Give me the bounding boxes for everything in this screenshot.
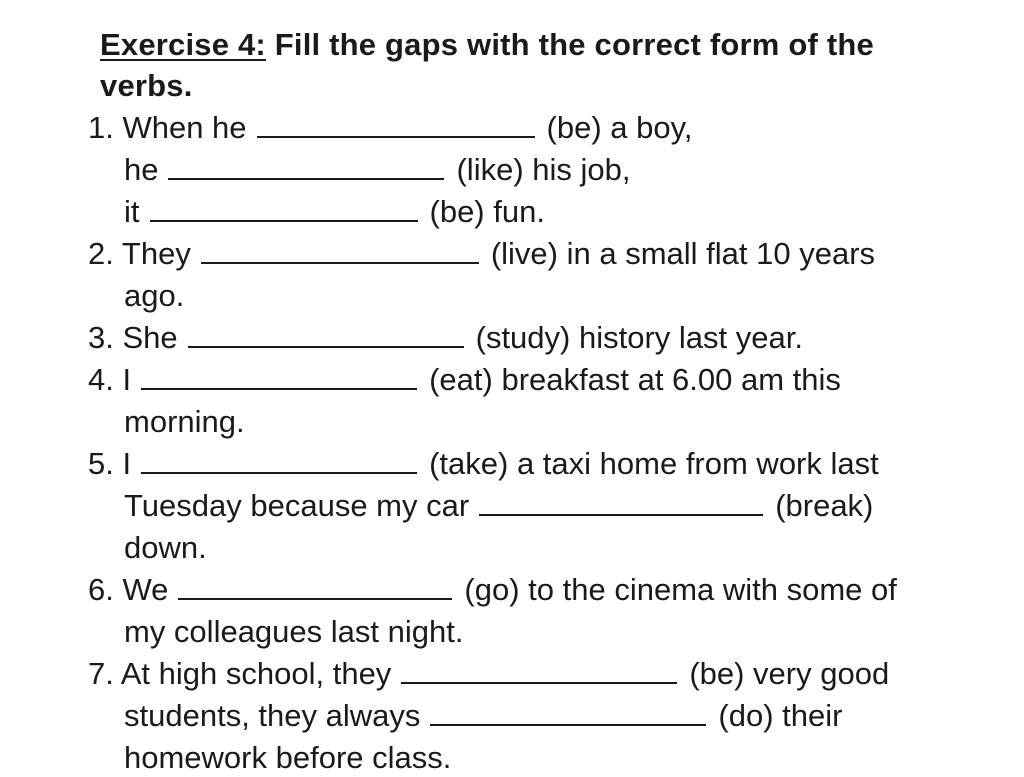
answer-blank[interactable]	[141, 447, 417, 474]
answer-blank[interactable]	[430, 699, 706, 726]
list-item-continuation	[124, 277, 184, 315]
answer-blank[interactable]	[178, 573, 452, 600]
item-text: Tuesday because my car	[124, 488, 470, 523]
item-verb-hint: (eat) breakfast at 6.00 am this	[429, 362, 841, 397]
item-text: ago.	[124, 278, 185, 313]
answer-blank[interactable]	[188, 321, 464, 348]
item-verb-hint: (like) his job,	[456, 152, 631, 187]
item-text: 3. She	[88, 320, 178, 355]
item-text: 5. I	[88, 446, 132, 481]
answer-blank[interactable]	[201, 237, 479, 264]
item-text: 1. When he	[88, 110, 247, 145]
item-text: down.	[124, 530, 207, 565]
list-item-continuation	[124, 151, 630, 189]
list-item-continuation	[124, 613, 463, 651]
item-text: homework before class.	[124, 740, 452, 775]
item-verb-hint: (study) history last year.	[475, 320, 803, 355]
item-text: students, they always	[124, 698, 421, 733]
list-item-continuation	[124, 403, 245, 441]
item-verb-hint: (break)	[775, 488, 874, 523]
item-text: 6. We	[88, 572, 169, 607]
item-text: 4. I	[88, 362, 132, 397]
item-verb-hint: (be) very good	[689, 656, 890, 691]
answer-blank[interactable]	[479, 489, 763, 516]
list-item	[88, 445, 879, 483]
item-text: it	[124, 194, 140, 229]
list-item-continuation	[124, 697, 842, 735]
list-item-continuation	[124, 529, 207, 567]
exercise-instruction: Fill the gaps with the correct form of the	[265, 27, 874, 62]
list-item	[88, 109, 692, 147]
exercise-label: Exercise 4:	[100, 27, 266, 62]
item-text: my colleagues last night.	[124, 614, 464, 649]
answer-blank[interactable]	[401, 657, 677, 684]
item-text: he	[124, 152, 159, 187]
answer-blank[interactable]	[168, 153, 444, 180]
list-item-continuation	[124, 193, 545, 231]
item-verb-hint: (be) fun.	[429, 194, 545, 229]
list-item	[88, 235, 875, 273]
list-item	[88, 361, 841, 399]
list-item	[88, 571, 897, 609]
item-verb-hint: (be) a boy,	[546, 110, 693, 145]
list-item-continuation	[124, 487, 873, 525]
list-item-continuation	[124, 739, 451, 777]
item-text: morning.	[124, 404, 245, 439]
item-text: 7. At high school, they	[88, 656, 392, 691]
item-verb-hint: (take) a taxi home from work last	[429, 446, 879, 481]
list-item	[88, 319, 803, 357]
list-item	[88, 655, 889, 693]
item-text: 2. They	[88, 236, 191, 271]
answer-blank[interactable]	[150, 195, 418, 222]
exercise-title	[100, 24, 980, 106]
answer-blank[interactable]	[257, 111, 535, 138]
item-verb-hint: (do) their	[718, 698, 843, 733]
exercise-instruction-continued: verbs.	[100, 68, 193, 103]
item-verb-hint: (live) in a small flat 10 years	[490, 236, 876, 271]
item-verb-hint: (go) to the cinema with some of	[464, 572, 897, 607]
answer-blank[interactable]	[141, 363, 417, 390]
